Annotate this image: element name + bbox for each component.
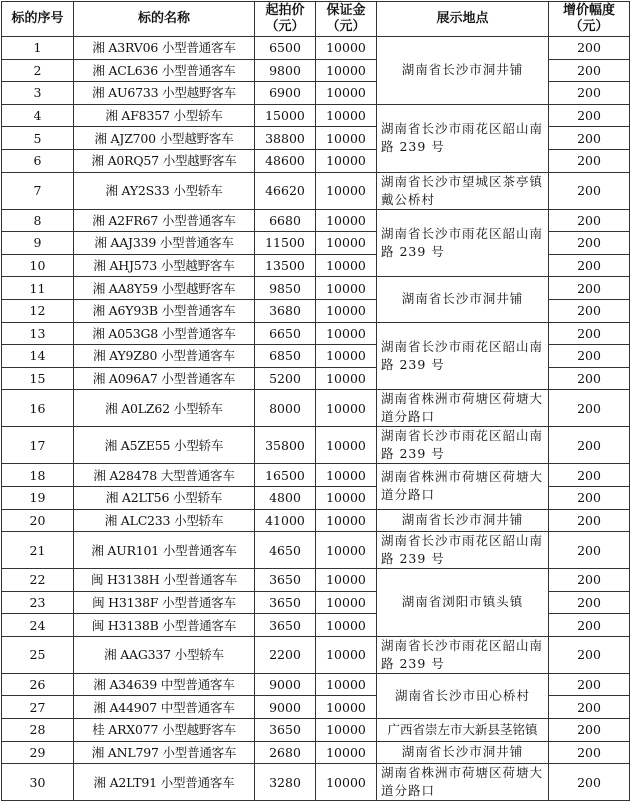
- cell-location: 湖南省长沙市雨花区韶山南路 239 号: [377, 322, 549, 390]
- cell-name: 湘 ANL797 小型普通客车: [74, 741, 255, 764]
- table-row: [2, 37, 630, 60]
- cell-price: 13500: [255, 254, 316, 277]
- cell-name: 湘 AY2S33 小型轿车: [74, 172, 255, 209]
- cell-increment: 200: [549, 59, 630, 82]
- cell-location: 湖南省长沙市雨花区韶山南路 239 号: [377, 209, 549, 277]
- cell-location: 广西省崇左市大新县茎铭镇: [377, 719, 549, 742]
- cell-name: 闽 H3138H 小型普通客车: [74, 569, 255, 592]
- table-row: [2, 209, 630, 232]
- cell-deposit: 10000: [316, 82, 377, 105]
- cell-deposit: 10000: [316, 367, 377, 390]
- cell-price: 9000: [255, 696, 316, 719]
- cell-seq: 2: [2, 59, 74, 82]
- cell-name: 湘 A053G8 小型普通客车: [74, 322, 255, 345]
- table-row: [2, 172, 630, 209]
- cell-price: 6850: [255, 345, 316, 368]
- cell-deposit: 10000: [316, 509, 377, 532]
- cell-deposit: 10000: [316, 299, 377, 322]
- cell-increment: 200: [549, 149, 630, 172]
- cell-name: 湘 A0RQ57 小型越野客车: [74, 149, 255, 172]
- cell-seq: 20: [2, 509, 74, 532]
- cell-name: 湘 A5ZE55 小型轿车: [74, 427, 255, 464]
- table-row: [2, 509, 630, 532]
- cell-increment: 200: [549, 345, 630, 368]
- cell-price: 35800: [255, 427, 316, 464]
- cell-increment: 200: [549, 367, 630, 390]
- cell-increment: 200: [549, 232, 630, 255]
- cell-increment: 200: [549, 37, 630, 60]
- cell-seq: 23: [2, 591, 74, 614]
- cell-increment: 200: [549, 614, 630, 637]
- cell-deposit: 10000: [316, 254, 377, 277]
- cell-increment: 200: [549, 390, 630, 427]
- cell-increment: 200: [549, 741, 630, 764]
- cell-price: 4800: [255, 486, 316, 509]
- cell-name: 湘 A3RV06 小型普通客车: [74, 37, 255, 60]
- header-start-price: [255, 2, 316, 37]
- cell-price: 8000: [255, 390, 316, 427]
- cell-increment: 200: [549, 569, 630, 592]
- header-start-price-label: 起拍价: [265, 3, 305, 18]
- cell-deposit: 10000: [316, 591, 377, 614]
- cell-price: 16500: [255, 464, 316, 487]
- cell-price: 6900: [255, 82, 316, 105]
- cell-location: 湖南省浏阳市镇头镇: [377, 569, 549, 637]
- cell-name: 湘 AAJ339 小型普通客车: [74, 232, 255, 255]
- cell-name: 湘 A6Y93B 小型普通客车: [74, 299, 255, 322]
- cell-name: 湘 AF8357 小型轿车: [74, 104, 255, 127]
- cell-name: 湘 AJZ700 小型越野客车: [74, 127, 255, 150]
- cell-seq: 15: [2, 367, 74, 390]
- cell-name: 湘 AUR101 小型普通客车: [74, 532, 255, 569]
- cell-location: 湖南省株洲市荷塘区荷塘大道分路口: [377, 390, 549, 427]
- cell-seq: 29: [2, 741, 74, 764]
- cell-price: 9850: [255, 277, 316, 300]
- table-row: [2, 719, 630, 742]
- header-deposit: [316, 2, 377, 37]
- cell-name: 湘 AAG337 小型轿车: [74, 636, 255, 673]
- cell-deposit: 10000: [316, 209, 377, 232]
- cell-seq: 4: [2, 104, 74, 127]
- cell-location: 湖南省长沙市洞井铺: [377, 37, 549, 105]
- cell-deposit: 10000: [316, 696, 377, 719]
- cell-name: 湘 A34639 中型普通客车: [74, 673, 255, 696]
- cell-price: 3680: [255, 299, 316, 322]
- cell-deposit: 10000: [316, 345, 377, 368]
- header-location: [377, 2, 549, 37]
- cell-name: 桂 ARX077 小型越野客车: [74, 719, 255, 742]
- cell-seq: 25: [2, 636, 74, 673]
- cell-price: 3280: [255, 764, 316, 801]
- cell-location: 湖南省长沙市雨花区韶山南路 239 号: [377, 104, 549, 172]
- cell-location: 湖南省长沙市望城区茶亭镇戴公桥村: [377, 172, 549, 209]
- table-row: [2, 427, 630, 464]
- header-seq-label: 标的序号: [11, 11, 64, 26]
- cell-name: 湘 A096A7 小型普通客车: [74, 367, 255, 390]
- cell-increment: 200: [549, 104, 630, 127]
- header-deposit-label: 保证金: [326, 3, 366, 18]
- table-row: [2, 636, 630, 673]
- cell-deposit: 10000: [316, 427, 377, 464]
- cell-increment: 200: [549, 764, 630, 801]
- cell-seq: 26: [2, 673, 74, 696]
- cell-increment: 200: [549, 636, 630, 673]
- cell-seq: 14: [2, 345, 74, 368]
- cell-deposit: 10000: [316, 464, 377, 487]
- cell-price: 3650: [255, 614, 316, 637]
- table-row: [2, 569, 630, 592]
- cell-seq: 3: [2, 82, 74, 105]
- table-header-row: [2, 2, 630, 37]
- cell-name: 湘 A0LZ62 小型轿车: [74, 390, 255, 427]
- table-row: [2, 532, 630, 569]
- cell-deposit: 10000: [316, 172, 377, 209]
- cell-price: 11500: [255, 232, 316, 255]
- cell-increment: 200: [549, 532, 630, 569]
- cell-deposit: 10000: [316, 127, 377, 150]
- cell-name: 湘 AU6733 小型越野客车: [74, 82, 255, 105]
- cell-name: 湘 AY9Z80 小型普通客车: [74, 345, 255, 368]
- cell-price: 41000: [255, 509, 316, 532]
- cell-seq: 24: [2, 614, 74, 637]
- cell-name: 湘 ACL636 小型普通客车: [74, 59, 255, 82]
- cell-name: 闽 H3138F 小型普通客车: [74, 591, 255, 614]
- cell-price: 3650: [255, 591, 316, 614]
- cell-seq: 21: [2, 532, 74, 569]
- table-row: [2, 764, 630, 801]
- cell-seq: 10: [2, 254, 74, 277]
- cell-seq: 22: [2, 569, 74, 592]
- cell-price: 3650: [255, 569, 316, 592]
- cell-location: 湖南省长沙市田心桥村: [377, 673, 549, 718]
- cell-price: 38800: [255, 127, 316, 150]
- cell-deposit: 10000: [316, 486, 377, 509]
- cell-deposit: 10000: [316, 149, 377, 172]
- cell-deposit: 10000: [316, 636, 377, 673]
- cell-increment: 200: [549, 486, 630, 509]
- cell-increment: 200: [549, 322, 630, 345]
- cell-location: 湖南省长沙市雨花区韶山南路 239 号: [377, 636, 549, 673]
- cell-name: 湘 ALC233 小型轿车: [74, 509, 255, 532]
- cell-location: 湖南省长沙市雨花区韶山南路 239 号: [377, 427, 549, 464]
- cell-seq: 27: [2, 696, 74, 719]
- auction-lot-table: [1, 1, 630, 801]
- table-row: [2, 390, 630, 427]
- cell-increment: 200: [549, 673, 630, 696]
- cell-name: 湘 A2LT91 小型普通客车: [74, 764, 255, 801]
- cell-price: 15000: [255, 104, 316, 127]
- cell-increment: 200: [549, 464, 630, 487]
- cell-location: 湖南省长沙市洞井铺: [377, 509, 549, 532]
- header-increment: [549, 2, 630, 37]
- cell-location: 湖南省长沙市雨花区韶山南路 239 号: [377, 532, 549, 569]
- header-name-label: 标的名称: [137, 11, 190, 26]
- cell-seq: 30: [2, 764, 74, 801]
- cell-increment: 200: [549, 719, 630, 742]
- cell-name: 湘 A28478 大型普通客车: [74, 464, 255, 487]
- cell-name: 湘 A2LT56 小型轿车: [74, 486, 255, 509]
- header-seq: [2, 2, 74, 37]
- cell-deposit: 10000: [316, 673, 377, 696]
- cell-price: 46620: [255, 172, 316, 209]
- table-row: [2, 464, 630, 487]
- cell-seq: 8: [2, 209, 74, 232]
- cell-increment: 200: [549, 254, 630, 277]
- cell-seq: 9: [2, 232, 74, 255]
- cell-price: 2200: [255, 636, 316, 673]
- cell-price: 6500: [255, 37, 316, 60]
- table-row: [2, 322, 630, 345]
- cell-name: 湘 AA8Y59 小型越野客车: [74, 277, 255, 300]
- cell-price: 5200: [255, 367, 316, 390]
- cell-increment: 200: [549, 299, 630, 322]
- cell-increment: 200: [549, 82, 630, 105]
- header-start-price-unit: （元）: [265, 19, 305, 34]
- cell-name: 湘 A44907 中型普通客车: [74, 696, 255, 719]
- cell-seq: 7: [2, 172, 74, 209]
- cell-deposit: 10000: [316, 59, 377, 82]
- cell-seq: 6: [2, 149, 74, 172]
- cell-deposit: 10000: [316, 322, 377, 345]
- cell-deposit: 10000: [316, 741, 377, 764]
- cell-deposit: 10000: [316, 390, 377, 427]
- cell-increment: 200: [549, 127, 630, 150]
- cell-price: 4650: [255, 532, 316, 569]
- cell-seq: 13: [2, 322, 74, 345]
- cell-deposit: 10000: [316, 37, 377, 60]
- cell-price: 6650: [255, 322, 316, 345]
- cell-seq: 19: [2, 486, 74, 509]
- cell-deposit: 10000: [316, 764, 377, 801]
- cell-deposit: 10000: [316, 277, 377, 300]
- cell-deposit: 10000: [316, 614, 377, 637]
- cell-increment: 200: [549, 427, 630, 464]
- cell-name: 湘 A2FR67 小型普通客车: [74, 209, 255, 232]
- header-location-label: 展示地点: [436, 11, 489, 26]
- cell-price: 48600: [255, 149, 316, 172]
- cell-deposit: 10000: [316, 104, 377, 127]
- cell-deposit: 10000: [316, 232, 377, 255]
- cell-seq: 12: [2, 299, 74, 322]
- table-row: [2, 277, 630, 300]
- cell-seq: 17: [2, 427, 74, 464]
- cell-increment: 200: [549, 591, 630, 614]
- cell-increment: 200: [549, 172, 630, 209]
- table-row: [2, 741, 630, 764]
- cell-seq: 1: [2, 37, 74, 60]
- cell-seq: 28: [2, 719, 74, 742]
- table-row: [2, 673, 630, 696]
- cell-price: 9000: [255, 673, 316, 696]
- cell-price: 9800: [255, 59, 316, 82]
- cell-name: 闽 H3138B 小型普通客车: [74, 614, 255, 637]
- header-deposit-unit: （元）: [326, 19, 366, 34]
- cell-location: 湖南省长沙市洞井铺: [377, 277, 549, 322]
- cell-location: 湖南省株洲市荷塘区荷塘大道分路口: [377, 464, 549, 509]
- cell-deposit: 10000: [316, 719, 377, 742]
- cell-seq: 16: [2, 390, 74, 427]
- cell-price: 2680: [255, 741, 316, 764]
- cell-increment: 200: [549, 509, 630, 532]
- cell-price: 3650: [255, 719, 316, 742]
- cell-location: 湖南省株洲市荷塘区荷塘大道分路口: [377, 764, 549, 801]
- cell-location: 湖南省长沙市洞井铺: [377, 741, 549, 764]
- cell-price: 6680: [255, 209, 316, 232]
- cell-increment: 200: [549, 696, 630, 719]
- cell-seq: 11: [2, 277, 74, 300]
- cell-increment: 200: [549, 277, 630, 300]
- header-increment-unit: （元）: [569, 19, 609, 34]
- cell-deposit: 10000: [316, 532, 377, 569]
- header-increment-label: 增价幅度: [562, 3, 615, 18]
- cell-seq: 18: [2, 464, 74, 487]
- cell-seq: 5: [2, 127, 74, 150]
- header-name: [74, 2, 255, 37]
- table-row: [2, 104, 630, 127]
- cell-deposit: 10000: [316, 569, 377, 592]
- cell-increment: 200: [549, 209, 630, 232]
- cell-name: 湘 AHJ573 小型越野客车: [74, 254, 255, 277]
